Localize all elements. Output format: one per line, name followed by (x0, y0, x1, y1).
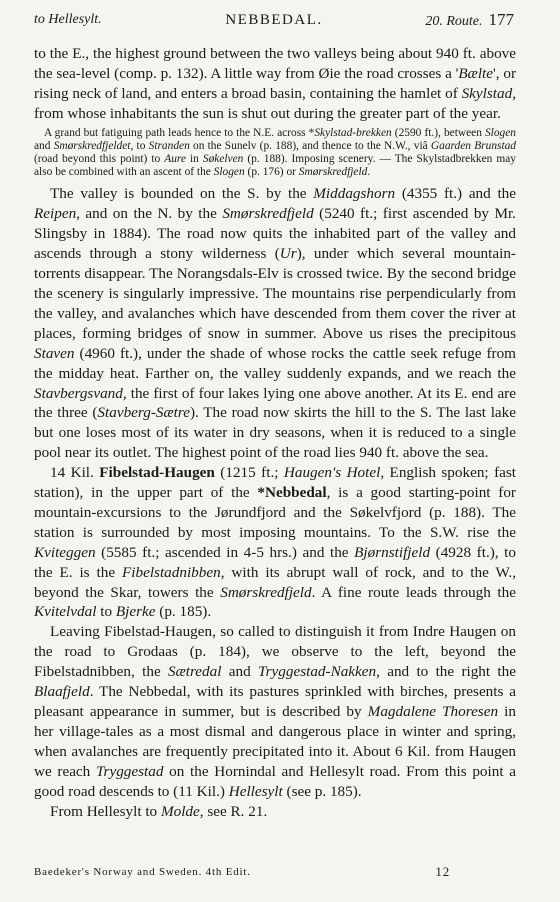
italic-term: Gaarden Brunstad (430, 139, 516, 152)
italic-term: Hellesylt (228, 782, 283, 800)
header-title: NEBBEDAL. (225, 12, 323, 28)
italic-term: Tryggestad-Nakken (258, 663, 377, 681)
paragraph: to the E., the highest ground between the two valleys being about 940 ft. above the sea-level (comp. p. 132). A little way from Øie the road crosses a 'Bælte', or rising neck of land, and enters a broad basin, containing the hamlet of Skylstad, from whose inhabitants the sun is shut out during the greater part of the year. (34, 45, 517, 122)
italic-term: Bælte (458, 64, 493, 82)
italic-term: Kvitelvdal (34, 603, 97, 621)
italic-term: Slogen (484, 126, 516, 139)
header-right (425, 10, 514, 30)
header-left: to Hellesylt. (34, 12, 102, 27)
italic-term: Slogen (213, 166, 245, 179)
running-header (34, 8, 514, 32)
italic-term: Stavberg-Sætre (97, 404, 190, 422)
italic-term: Fibelstadnibben (122, 563, 221, 581)
italic-term: Kviteggen (34, 543, 96, 561)
italic-term: Blaafjeld (34, 683, 90, 701)
bold-term: *Nebbedal (257, 484, 327, 502)
paragraph: 14 Kil. Fibelstad-Haugen (1215 ft.; Haugen's Hotel, English spoken; fast station), in the upper part of the *Nebbedal, is a good starting-point for mountain-excursions to the Jørundfjord and the Søkelvfjord (p. 188). The station is surrounded by most imposing mountains. To the S.W. rise the Kviteggen (5585 ft.; ascended in 4-5 hrs.) and the Bjørnstifjeld (4928 ft.), to the E. is the Fibelstadnibben, with its abrupt wall of rock, and to the W., beyond the Skar, towers the Smørskredfjeld. A fine route leads through the Kvitelvdal to Bjerke (p. 185). (34, 464, 516, 621)
page-number: 177 (488, 10, 514, 29)
italic-term: Magdalene Thoresen (367, 703, 499, 720)
paragraph: The valley is bounded on the S. by the Middagshorn (4355 ft.) and the Reipen, and on the N. by the Smørskredfjeld (5240 ft.; first ascended by Mr. Slingsby in 1884). The road now quits the inhabited part of the valley and ascends through a stony wilderness (Ur), under which several mountain-torrents disappear. The Norangsdals-Elv is crossed twice. By the second bridge the scenery is singularly impressive. The mountains rise perpendicularly from the valley, and avalanches which have descended from them cover the river at places, forming bridges of snow in summer. Above us rises the precipitous Staven (4960 ft.), under the shade of whose rocks the cattle seek refuge from the midday heat. Farther on, the valley suddenly expands, and we reach the Stavbergsvand, the first of four lakes lying one above another. At its E. end are the three (Stavberg-Sætre). The road now skirts the hill to the S. The last lake but one loses most of its water in dry seasons, when it is reduced to a single pool near its outlet. The highest point of the road lies 940 ft. above the sea. (34, 185, 517, 462)
italic-term: Bjørnstifjeld (354, 543, 431, 561)
italic-term: Sætredal (168, 663, 222, 681)
italic-term: Middagshorn (313, 185, 396, 203)
italic-term: Smørskredfjeld (298, 166, 368, 179)
italic-term: Ur (279, 245, 297, 263)
italic-term: Aure (164, 153, 186, 166)
signature-mark: 12 (435, 864, 450, 879)
paragraph: Leaving Fibelstad-Haugen, so called to distinguish it from Indre Haugen on the road to Grodaas (p. 184), we observe to the left, beyond the Fibelstadnibben, the Sætredal and Tryggestad-Nakken, and to the right the Blaafjeld. The Nebbedal, with its pastures sprinkled with birches, presents a pleasant appearance in summer, but is described by Magdalene Thoresen in her village-tales as a most dismal and dangerous place in winter and spring, when avalanches are frequently precipitated into it. About 6 Kil. from Haugen we reach Tryggestad on the Hornindal and Hellesylt road. From this point a good road descends to (11 Kil.) Hellesylt (see p. 185). (34, 623, 516, 800)
italic-term: Skylstad (461, 84, 513, 102)
italic-term: Smørskredfjeld (220, 583, 312, 601)
header-route: 20. Route. (425, 14, 483, 29)
footer-imprint: Baedeker's Norway and Sweden. 4th Edit. (34, 866, 251, 878)
italic-term: Stranden (148, 139, 190, 152)
italic-term: Skylstad-brekken (314, 126, 392, 139)
italic-term: Tryggestad (95, 762, 164, 780)
italic-term: Smørskredfjeld (222, 205, 314, 223)
italic-term: Reipen (34, 205, 77, 223)
small-print-note: A grand but fatiguing path leads hence to the N.E. across *Skylstad-brekken (2590 ft.), between Slogen and Smørskredfjeldet, to Stranden on the Sunelv (p. 188), and thence to the N.W., viâ Gaarden Brunstad (road beyond this point) to Aure in Søkelven (p. 188). Imposing scenery. — The Skylstadbrekken may also be combined with an ascent of the Slogen (p. 176) or Smørskredfjeld. (34, 126, 516, 179)
italic-term: Haugen's Hotel (283, 464, 381, 482)
signature-line (34, 866, 514, 884)
italic-term: Staven (34, 344, 75, 362)
bold-term: Fibelstad-Haugen (99, 464, 215, 482)
page-body (34, 44, 516, 821)
italic-term: Stavbergsvand (34, 384, 123, 402)
italic-term: Bjerke (115, 603, 156, 621)
italic-term: Smørskredfjeldet (53, 139, 131, 152)
italic-term: Molde (160, 802, 200, 820)
paragraph: From Hellesylt to Molde, see R. 21. (50, 802, 268, 820)
italic-term: Søkelven (202, 153, 244, 166)
